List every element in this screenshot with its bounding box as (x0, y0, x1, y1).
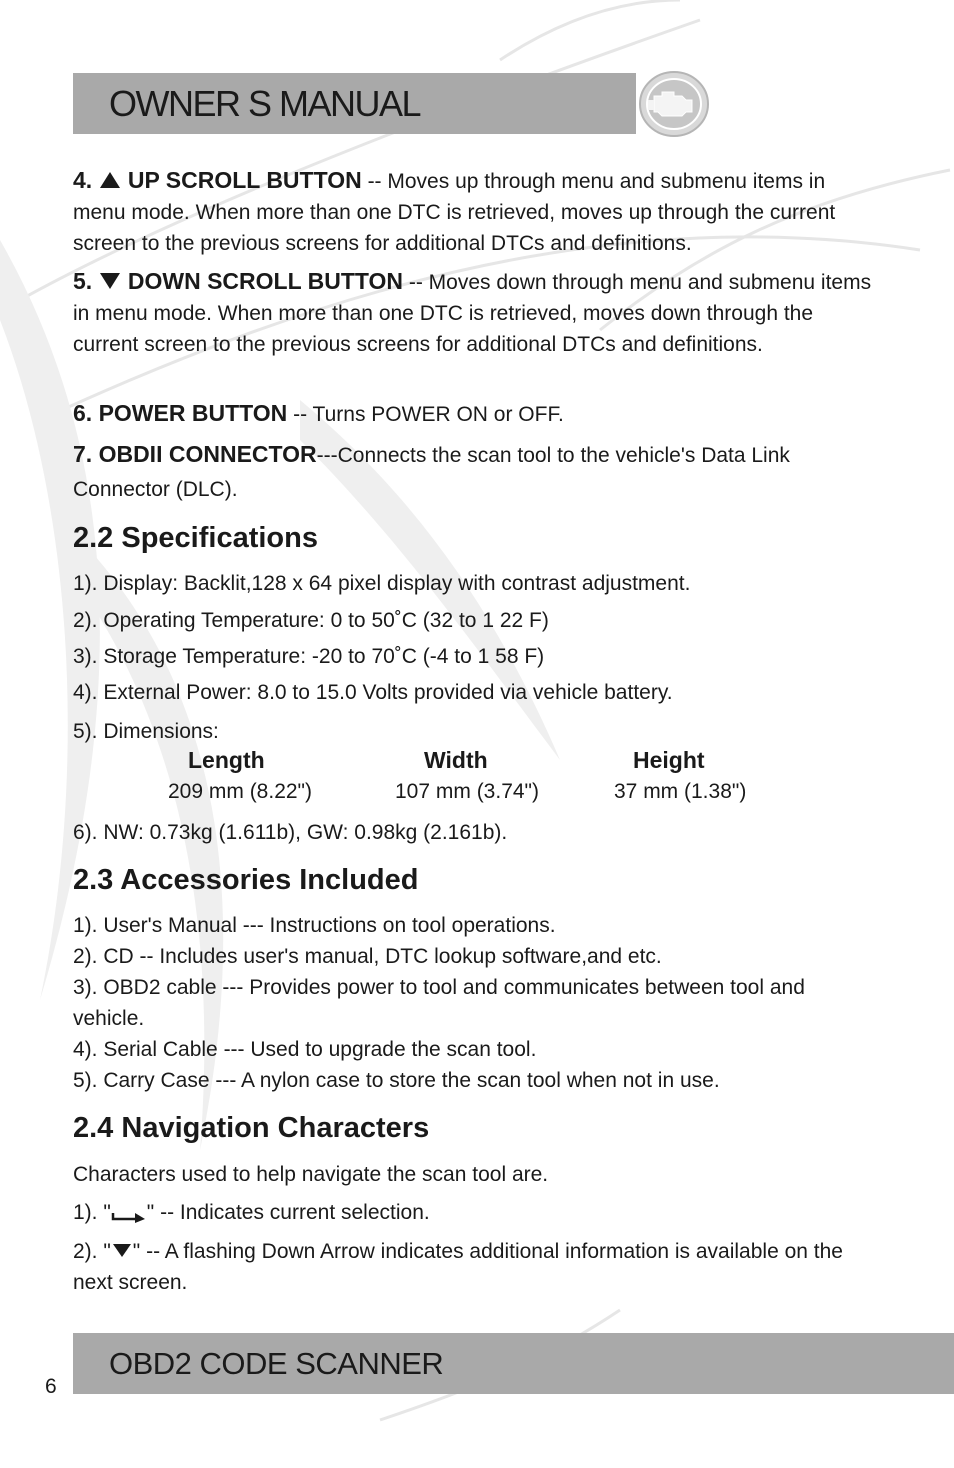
down-arrow-icon (113, 1244, 131, 1257)
accessory-item: 2). CD -- Includes user's manual, DTC lookup software,and etc. (73, 945, 662, 968)
accessory-item: 3). OBD2 cable --- Provides power to tool and communicates between tool and vehicle. (73, 976, 805, 1030)
dimension-header-height: Height (633, 747, 705, 773)
item-suffix: " -- A flashing Down Arrow indicates additional information is available on the next screen. (73, 1240, 843, 1294)
spec-weight: 6). NW: 0.73kg (1.611b), GW: 0.98kg (2.161b). (73, 821, 508, 844)
accessories-heading: 2.3 Accessories Included (73, 864, 419, 896)
page-number: 6 (45, 1375, 57, 1398)
dimension-header-width: Width (424, 747, 488, 773)
item-prefix: 2). " (73, 1240, 111, 1263)
spec-item: 3). Storage Temperature: -20 to 70˚C (-4 to 1 58 F) (73, 645, 545, 668)
spec-item: 5). Dimensions: (73, 720, 219, 743)
down-scroll-button-description (73, 266, 883, 360)
spec-item: 2). Operating Temperature: 0 to 50˚C (32 to 1 22 F) (73, 609, 549, 632)
spec-item: 4). External Power: 8.0 to 15.0 Volts provided via vehicle battery. (73, 681, 673, 704)
accessory-item: 5). Carry Case --- A nylon case to store the scan tool when not in use. (73, 1069, 720, 1092)
item-name: 6. POWER BUTTON (73, 400, 288, 426)
engine-icon (638, 70, 710, 138)
navigation-item-selection (73, 1197, 893, 1228)
spec-item: 1). Display: Backlit,128 x 64 pixel display with contrast adjustment. (73, 572, 691, 595)
footer-title: OBD2 CODE SCANNER (109, 1346, 444, 1381)
navigation-heading: 2.4 Navigation Characters (73, 1112, 430, 1144)
accessory-item: 4). Serial Cable --- Used to upgrade the scan tool. (73, 1038, 537, 1061)
item-text: -- Moves up through menu and submenu items in menu mode. When more than one DTC is retrieved, moves up through the current screen to the previous screens for additional DTCs and definitions. (73, 170, 836, 255)
navigation-item-down-arrow (73, 1236, 873, 1298)
item-prefix: 1). " (73, 1201, 111, 1224)
item-text: ---Connects the scan tool to the vehicle's Data Link Connector (DLC). (73, 444, 790, 501)
navigation-intro: Characters used to help navigate the scan tool are. (73, 1163, 549, 1186)
item-suffix: " -- Indicates current selection. (146, 1201, 430, 1224)
dimension-value-length: 209 mm (8.22") (168, 780, 313, 803)
accessory-item: 1). User's Manual --- Instructions on tool operations. (73, 914, 556, 937)
item-text: -- Moves down through menu and submenu items in menu mode. When more than one DTC is retrieved, moves down through the current screen to the previous screens for additional DTCs and definitions. (73, 271, 872, 356)
dimension-value-width: 107 mm (3.74") (395, 780, 540, 803)
up-scroll-button-description (73, 165, 883, 259)
dimension-header-length: Length (188, 747, 265, 773)
obdii-connector-description (73, 437, 883, 507)
page-title: OWNER S MANUAL (109, 83, 421, 124)
item-number: 5. (73, 268, 93, 294)
specifications-heading: 2.2 Specifications (73, 522, 318, 554)
item-text: -- Turns POWER ON or OFF. (287, 403, 564, 426)
power-button-description (73, 398, 883, 430)
dimension-value-height: 37 mm (1.38") (614, 780, 747, 803)
item-name: UP SCROLL BUTTON (127, 167, 362, 193)
triangle-up-icon (100, 172, 120, 188)
triangle-down-icon (100, 273, 120, 289)
right-arrow-icon (111, 1203, 147, 1223)
header-bar (73, 73, 636, 134)
item-name: DOWN SCROLL BUTTON (127, 268, 404, 294)
item-number: 4. (73, 167, 93, 193)
footer-bar (73, 1333, 954, 1394)
item-name: 7. OBDII CONNECTOR (73, 441, 317, 467)
